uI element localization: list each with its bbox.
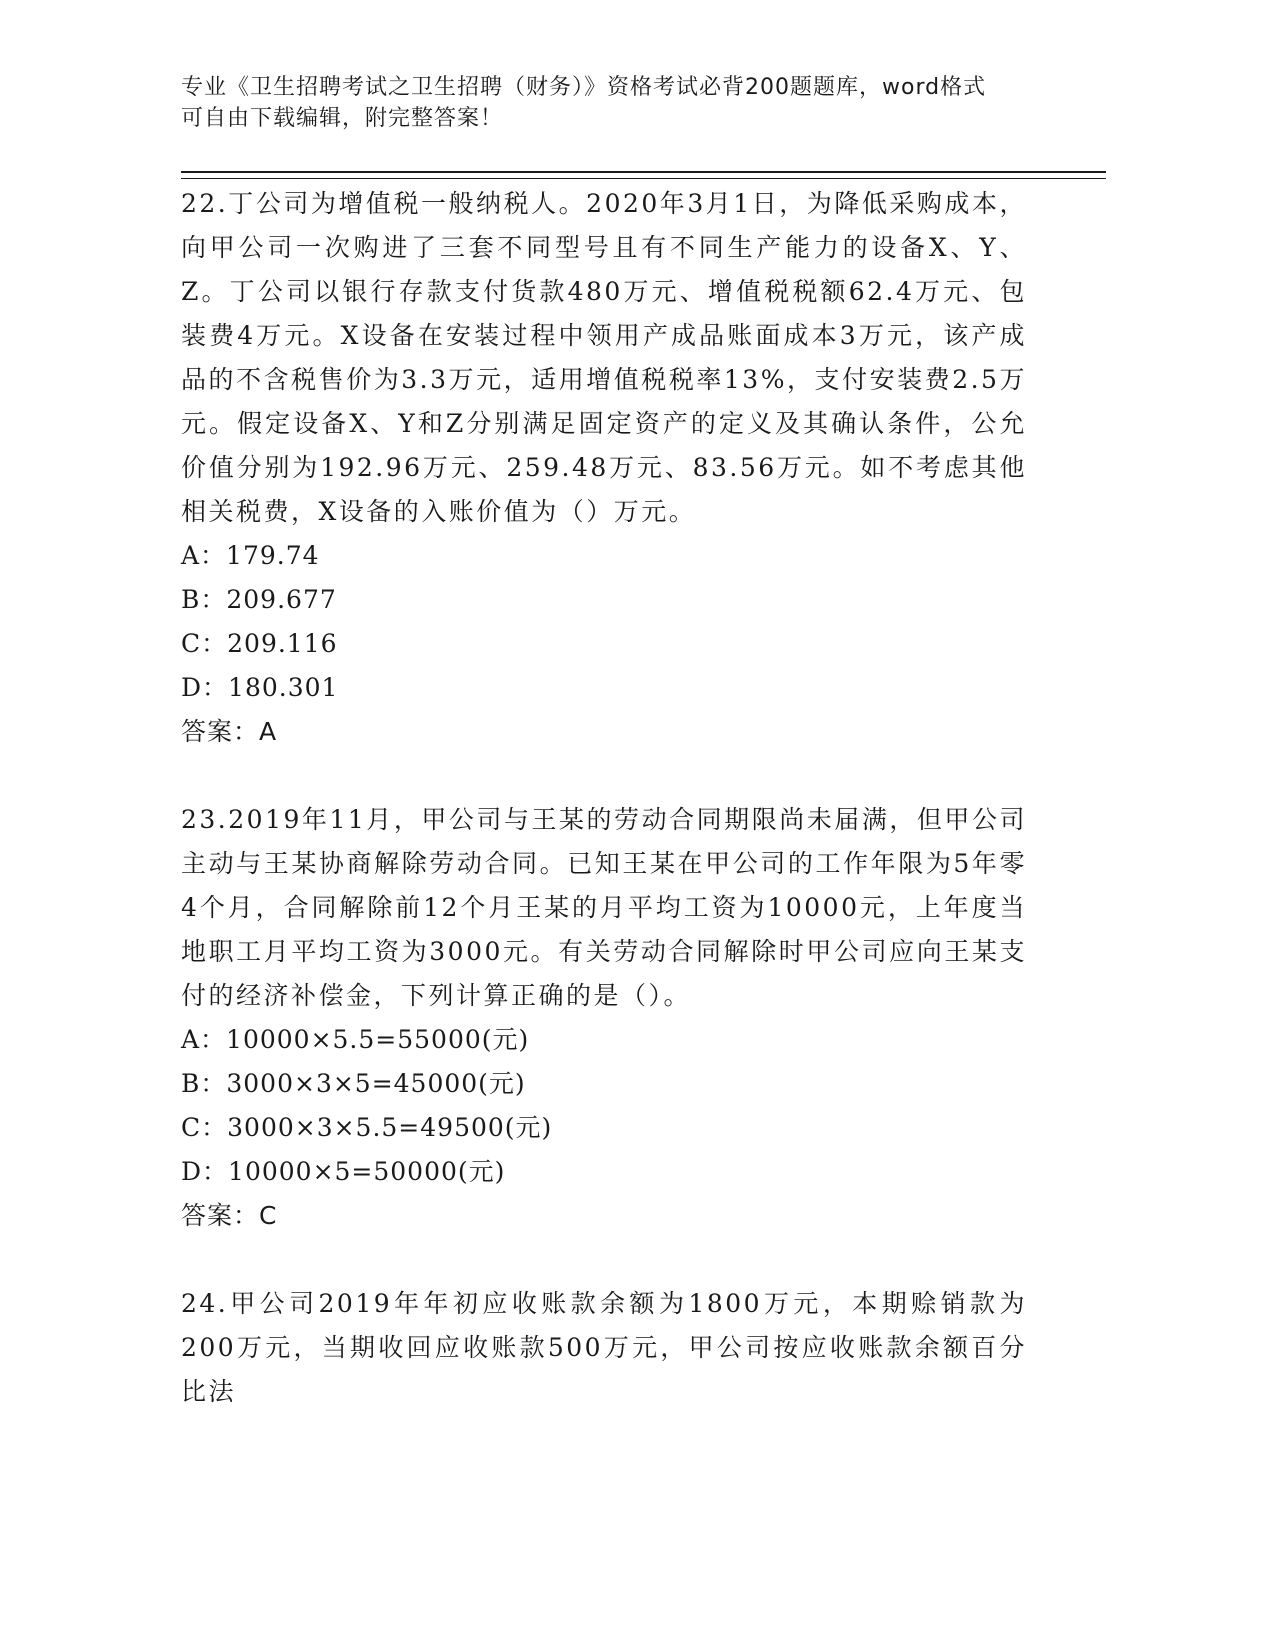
option-list [181,1018,1027,1194]
header-line-1: 专业《卫生招聘考试之卫生招聘（财务）》资格考试必背200题题库，word格式 [181,75,987,100]
option-b: B：3000×3×5=45000(元) [181,1069,526,1098]
option-list [181,534,1027,710]
option-a: A：10000×5.5=55000(元) [181,1025,530,1054]
option-d: D：10000×5=50000(元) [181,1157,506,1186]
option-d: D：180.301 [181,673,339,702]
question-stem: 22.丁公司为增值税一般纳税人。2020年3月1日，为降低采购成本，向甲公司一次购进了三套不同型号且有不同生产能力的设备X、Y、Z。丁公司以银行存款支付货款480万元、增值税税额62.4万元、包装费4万元。X设备在安装过程中领用产成品账面成本3万元，该产成品的不含税售价为3.3万元，适用增值税税率13%，支付安装费2.5万元。假定设备X、Y和Z分别满足固定资产的定义及其确认条件，公允价值分别为192.96万元、259.48万元、83.56万元。如不考虑其他相关税费，X设备的入账价值为（）万元。 [181,189,1027,526]
option-b: B：209.677 [181,585,337,614]
question-stem: 23.2019年11月，甲公司与王某的劳动合同期限尚未届满，但甲公司主动与王某协商解除劳动合同。已知王某在甲公司的工作年限为5年零4个月，合同解除前12个月王某的月平均工资为10000元，上年度当地职工月平均工资为3000元。有关劳动合同解除时甲公司应向王某支付的经济补偿金，下列计算正确的是（）。 [181,805,1027,1010]
header-line-2: 可自由下载编辑，附完整答案！ [181,106,504,131]
document-header [181,72,1061,134]
header-divider-thick [181,171,1106,173]
option-c: C：3000×3×5.5=49500(元) [181,1113,553,1142]
question-stem: 24.甲公司2019年年初应收账款余额为1800万元，本期赊销款为200万元，当期收回应收账款500万元，甲公司按应收账款余额百分比法 [181,1289,1027,1406]
question-23 [181,798,1027,1238]
answer-line: 答案：A [181,717,278,746]
question-24 [181,1282,1027,1414]
question-list [181,182,1027,1458]
option-a: A：179.74 [181,541,320,570]
question-22 [181,182,1027,754]
option-c: C：209.116 [181,629,338,658]
header-divider-thin [181,178,1106,179]
answer-line: 答案：C [181,1201,278,1230]
